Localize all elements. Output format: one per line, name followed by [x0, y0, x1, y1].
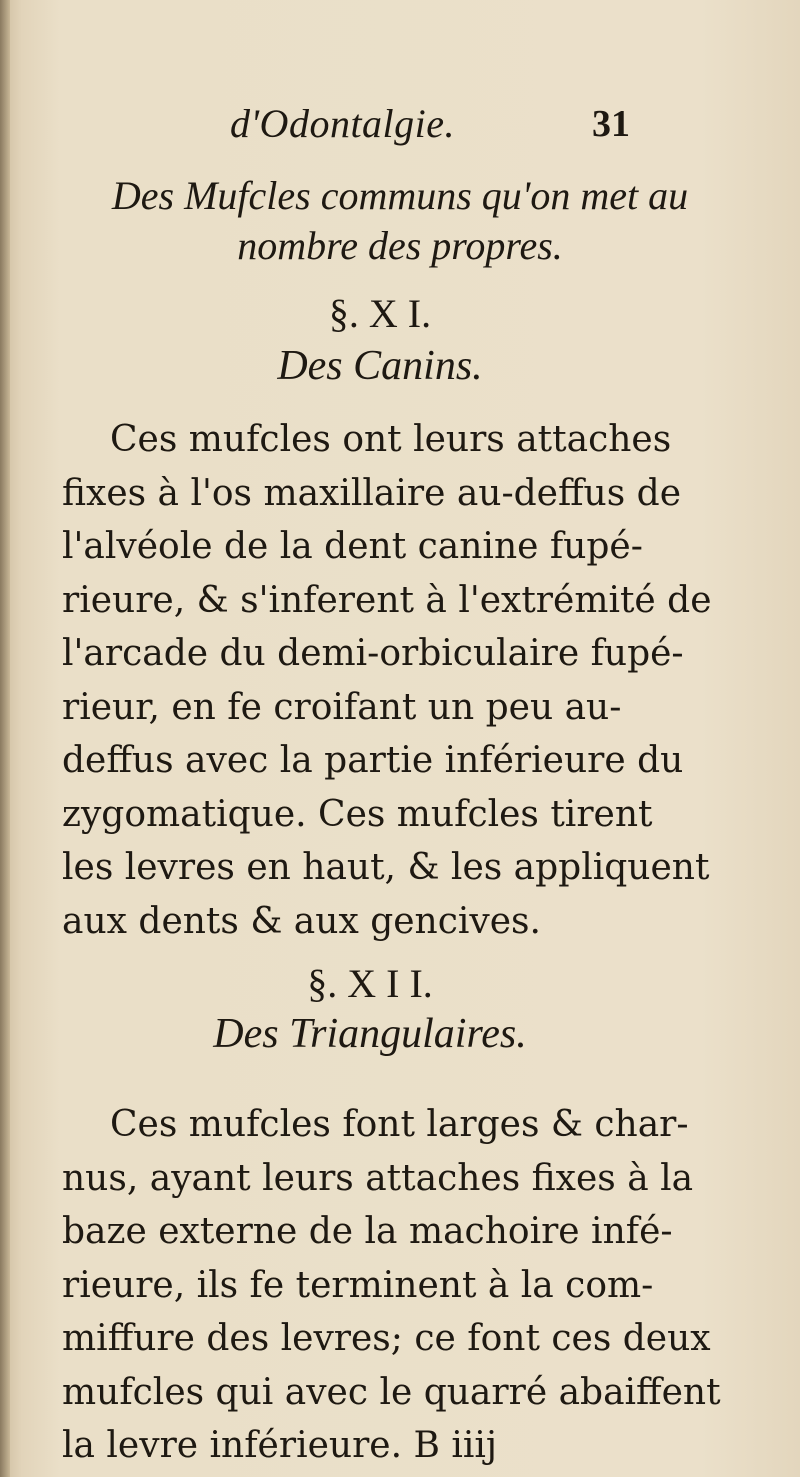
- text-line: rieure, & s'inferent à l'extrémité de: [62, 579, 712, 621]
- text-line: rieur, en fe croifant un peu au-: [62, 686, 622, 728]
- text-line: Ces mufcles ont leurs attaches: [110, 419, 672, 460]
- text-line: la levre inférieure.: [62, 1425, 403, 1466]
- final-line: [62, 1419, 648, 1473]
- signature-mark: B iiij: [413, 1425, 498, 1466]
- section-paragraph: [62, 1098, 721, 1473]
- text-line: les levres en haut, & les appliquent: [62, 847, 710, 888]
- page-edge: [0, 0, 10, 1477]
- text-line: rieure, ils fe terminent à la com-: [62, 1264, 654, 1306]
- text-line: aux dents & aux gencives.: [62, 900, 541, 942]
- text-line: nus, ayant leurs attaches fixes à la: [62, 1157, 694, 1199]
- text-line: zygomatique. Ces mufcles tirent: [62, 793, 653, 835]
- section-paragraph: [62, 413, 712, 948]
- page-header: [230, 100, 630, 150]
- running-title: d'Odontalgie.: [230, 101, 456, 146]
- chapter-heading-line-1: Des Mufcles communs qu'on met au: [111, 173, 689, 218]
- section-number: §. X I I.: [307, 961, 433, 1006]
- page-number: 31: [592, 103, 630, 145]
- text-line: baze externe de la machoire infé-: [62, 1211, 673, 1252]
- chapter-heading-line-2: nombre des propres.: [237, 223, 563, 268]
- text-line: deffus avec la partie inférieure du: [62, 740, 684, 781]
- text-line: Ces mufcles font larges & char-: [110, 1104, 689, 1145]
- text-line: mufcles qui avec le quarré abaiffent: [62, 1371, 721, 1413]
- section-number: §. X I.: [328, 291, 432, 336]
- section-title: Des Triangulaires.: [213, 1011, 527, 1057]
- section-title: Des Canins.: [277, 343, 483, 389]
- text-line: l'alvéole de la dent canine fupé-: [62, 526, 643, 567]
- text-line: miffure des levres; ce font ces deux: [62, 1318, 711, 1359]
- text-line: fixes à l'os maxillaire au-deffus de: [62, 472, 682, 514]
- text-line: l'arcade du demi-orbiculaire fupé-: [62, 633, 684, 674]
